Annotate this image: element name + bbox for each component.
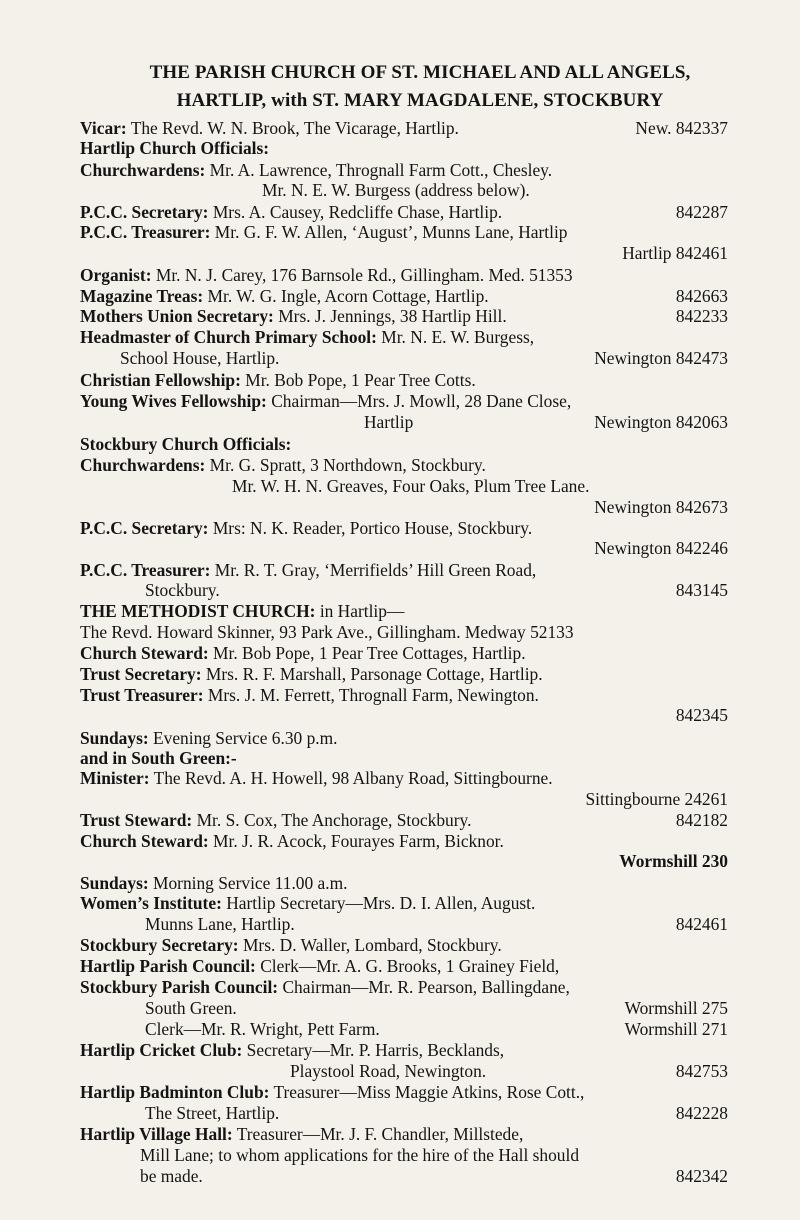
stockbury-council-line2: South Green.	[145, 998, 237, 1018]
trust-secretary-label: Trust Secretary:	[80, 664, 202, 684]
pcc-secretary-label: P.C.C. Secretary:	[80, 202, 209, 222]
south-green-heading: and in South Green:-	[80, 748, 237, 768]
cricket-label: Hartlip Cricket Club:	[80, 1040, 243, 1060]
mothers-union-entry	[80, 306, 507, 326]
wi-phone: 842461	[675, 914, 728, 934]
trust-steward-text: Mr. S. Cox, The Anchorage, Stockbury.	[196, 810, 472, 830]
vicar-entry	[80, 118, 459, 138]
sundays-evening-text: Evening Service 6.30 p.m.	[153, 728, 338, 748]
church-steward2-text: Mr. J. R. Acock, Fourayes Farm, Bicknor.	[213, 831, 504, 851]
young-wives-line2: Hartlip	[364, 412, 414, 432]
magazine-text: Mr. W. G. Ingle, Acorn Cottage, Hartlip.	[207, 286, 489, 306]
organist-text: Mr. N. J. Carey, 176 Barnsole Rd., Gillingham. Med. 51353	[155, 265, 573, 285]
minister-phone: Sittingbourne 24261	[585, 789, 728, 809]
wi-label: Women’s Institute:	[80, 893, 222, 913]
stockbury-council-entry	[80, 977, 570, 997]
trust-steward-entry	[80, 810, 471, 830]
churchwardens-line2: Mr. N. E. W. Burgess (address below).	[262, 180, 530, 200]
young-wives-label: Young Wives Fellowship:	[80, 391, 267, 411]
stockbury-churchwardens-entry	[80, 455, 486, 475]
churchwardens-label: Churchwardens:	[80, 160, 206, 180]
young-wives-phone: Newington 842063	[594, 412, 728, 432]
young-wives-text: Chairman—Mrs. J. Mowll, 28 Dane Close,	[271, 391, 572, 411]
vicar-text: The Revd. W. N. Brook, The Vicarage, Hartlip.	[130, 118, 459, 138]
village-hall-line3: be made.	[140, 1166, 203, 1186]
stockbury-pcc-secretary-entry	[80, 518, 532, 538]
minister-label: Minister:	[80, 768, 150, 788]
cricket-entry	[80, 1040, 504, 1060]
pcc-treasurer-entry	[80, 222, 567, 242]
trust-treasurer-label: Trust Treasurer:	[80, 685, 204, 705]
stockbury-officials-heading: Stockbury Church Officials:	[80, 434, 292, 454]
churchwardens-line1: Mr. A. Lawrence, Thrognall Farm Cott., Chesley.	[209, 160, 553, 180]
sundays-evening-label: Sundays:	[80, 728, 149, 748]
methodist-line2: The Revd. Howard Skinner, 93 Park Ave., Gillingham. Medway 52133	[80, 622, 574, 642]
christian-fellowship-text: Mr. Bob Pope, 1 Pear Tree Cotts.	[245, 370, 476, 390]
church-steward2-entry	[80, 831, 504, 851]
title-line-2: HARTLIP, with ST. MARY MAGDALENE, STOCKBURY	[176, 90, 664, 111]
stockbury-secretary-entry	[80, 935, 502, 955]
badminton-phone: 842228	[675, 1103, 728, 1123]
village-hall-text: Treasurer—Mr. J. F. Chandler, Millstede,	[236, 1124, 524, 1144]
badminton-entry	[80, 1082, 584, 1102]
trust-treasurer-entry	[80, 685, 539, 705]
stockbury-pcc-treasurer-line2: Stockbury.	[145, 580, 220, 600]
headmaster-text: Mr. N. E. W. Burgess,	[381, 327, 535, 347]
vicar-label: Vicar:	[80, 118, 127, 138]
trust-steward-label: Trust Steward:	[80, 810, 193, 830]
stockbury-council-text: Chairman—Mr. R. Pearson, Ballingdane,	[282, 977, 570, 997]
mothers-union-label: Mothers Union Secretary:	[80, 306, 274, 326]
sundays-evening-entry	[80, 728, 338, 748]
cricket-line2: Playstool Road, Newington.	[290, 1061, 487, 1081]
trust-secretary-entry	[80, 664, 543, 684]
headmaster-entry	[80, 327, 534, 347]
stockbury-pcc-treasurer-text: Mr. R. T. Gray, ‘Merrifields’ Hill Green Road,	[214, 560, 537, 580]
young-wives-entry	[80, 391, 571, 411]
stockbury-pcc-secretary-phone: Newington 842246	[594, 538, 728, 558]
cricket-phone: 842753	[675, 1061, 728, 1081]
church-steward-label: Church Steward:	[80, 643, 209, 663]
cricket-text: Secretary—Mr. P. Harris, Becklands,	[246, 1040, 505, 1060]
trust-secretary-text: Mrs. R. F. Marshall, Parsonage Cottage, Hartlip.	[205, 664, 543, 684]
stockbury-council-phone2: Wormshill 275	[624, 998, 728, 1018]
stockbury-pcc-treasurer-label: P.C.C. Treasurer:	[80, 560, 211, 580]
methodist-entry	[80, 601, 404, 621]
stockbury-churchwardens-line2: Mr. W. H. N. Greaves, Four Oaks, Plum Tree Lane.	[232, 476, 590, 496]
stockbury-pcc-treasurer-entry	[80, 560, 536, 580]
headmaster-line2: School House, Hartlip.	[120, 348, 280, 368]
headmaster-label: Headmaster of Church Primary School:	[80, 327, 377, 347]
wi-line2: Munns Lane, Hartlip.	[145, 914, 295, 934]
hartlip-council-entry	[80, 956, 559, 976]
christian-fellowship-label: Christian Fellowship:	[80, 370, 241, 390]
stockbury-pcc-secretary-label: P.C.C. Secretary:	[80, 518, 209, 538]
stockbury-secretary-text: Mrs. D. Waller, Lombard, Stockbury.	[242, 935, 502, 955]
village-hall-line2: Mill Lane; to whom applications for the hire of the Hall should	[140, 1145, 580, 1165]
pcc-treasurer-label: P.C.C. Treasurer:	[80, 222, 211, 242]
pcc-secretary-text: Mrs. A. Causey, Redcliffe Chase, Hartlip.	[212, 202, 503, 222]
stockbury-pcc-treasurer-phone: 843145	[675, 580, 728, 600]
pcc-secretary-entry	[80, 202, 502, 222]
stockbury-churchwardens-phone: Newington 842673	[594, 497, 728, 517]
methodist-text: in Hartlip—	[319, 601, 405, 621]
minister-text: The Revd. A. H. Howell, 98 Albany Road, Sittingbourne.	[153, 768, 553, 788]
christian-fellowship-entry	[80, 370, 476, 390]
trust-steward-phone: 842182	[675, 810, 728, 830]
wi-entry	[80, 893, 535, 913]
church-steward2-label: Church Steward:	[80, 831, 209, 851]
organist-entry	[80, 265, 573, 285]
sundays-morning-entry	[80, 873, 347, 893]
mothers-union-text: Mrs. J. Jennings, 38 Hartlip Hill.	[278, 306, 507, 326]
church-steward2-phone: Wormshill 230	[619, 851, 728, 871]
badminton-text: Treasurer—Miss Maggie Atkins, Rose Cott.,	[273, 1082, 585, 1102]
wi-text: Hartlip Secretary—Mrs. D. I. Allen, August.	[226, 893, 536, 913]
badminton-label: Hartlip Badminton Club:	[80, 1082, 270, 1102]
church-steward-text: Mr. Bob Pope, 1 Pear Tree Cottages, Hartlip.	[213, 643, 526, 663]
hartlip-council-text: Clerk—Mr. A. G. Brooks, 1 Grainey Field,	[260, 956, 560, 976]
sundays-morning-label: Sundays:	[80, 873, 149, 893]
sundays-morning-text: Morning Service 11.00 a.m.	[153, 873, 348, 893]
stockbury-churchwardens-label: Churchwardens:	[80, 455, 206, 475]
magazine-entry	[80, 286, 489, 306]
stockbury-council-phone3: Wormshill 271	[624, 1019, 728, 1039]
pcc-secretary-phone: 842287	[675, 202, 728, 222]
title-line-1: THE PARISH CHURCH OF ST. MICHAEL AND ALL ANGELS,	[149, 62, 691, 83]
badminton-line2: The Street, Hartlip.	[145, 1103, 280, 1123]
vicar-phone: New. 842337	[635, 118, 728, 138]
trust-treasurer-phone: 842345	[675, 705, 728, 725]
stockbury-council-label: Stockbury Parish Council:	[80, 977, 279, 997]
village-hall-label: Hartlip Village Hall:	[80, 1124, 233, 1144]
hartlip-council-label: Hartlip Parish Council:	[80, 956, 256, 976]
hartlip-officials-heading: Hartlip Church Officials:	[80, 138, 270, 158]
mothers-union-phone: 842233	[675, 306, 728, 326]
stockbury-churchwardens-line1: Mr. G. Spratt, 3 Northdown, Stockbury.	[209, 455, 486, 475]
magazine-phone: 842663	[675, 286, 728, 306]
village-hall-entry	[80, 1124, 523, 1144]
headmaster-phone: Newington 842473	[594, 348, 728, 368]
village-hall-phone: 842342	[675, 1166, 728, 1186]
magazine-label: Magazine Treas:	[80, 286, 204, 306]
stockbury-secretary-label: Stockbury Secretary:	[80, 935, 239, 955]
minister-entry	[80, 768, 553, 788]
trust-treasurer-text: Mrs. J. M. Ferrett, Thrognall Farm, Newington.	[207, 685, 539, 705]
churchwardens-entry	[80, 160, 552, 180]
stockbury-council-line3: Clerk—Mr. R. Wright, Pett Farm.	[145, 1019, 380, 1039]
pcc-treasurer-phone: Hartlip 842461	[622, 243, 728, 263]
organist-label: Organist:	[80, 265, 152, 285]
methodist-label: THE METHODIST CHURCH:	[80, 601, 316, 621]
stockbury-pcc-secretary-text: Mrs: N. K. Reader, Portico House, Stockbury.	[212, 518, 533, 538]
pcc-treasurer-text: Mr. G. F. W. Allen, ‘August’, Munns Lane, Hartlip	[214, 222, 568, 242]
church-steward-entry	[80, 643, 526, 663]
